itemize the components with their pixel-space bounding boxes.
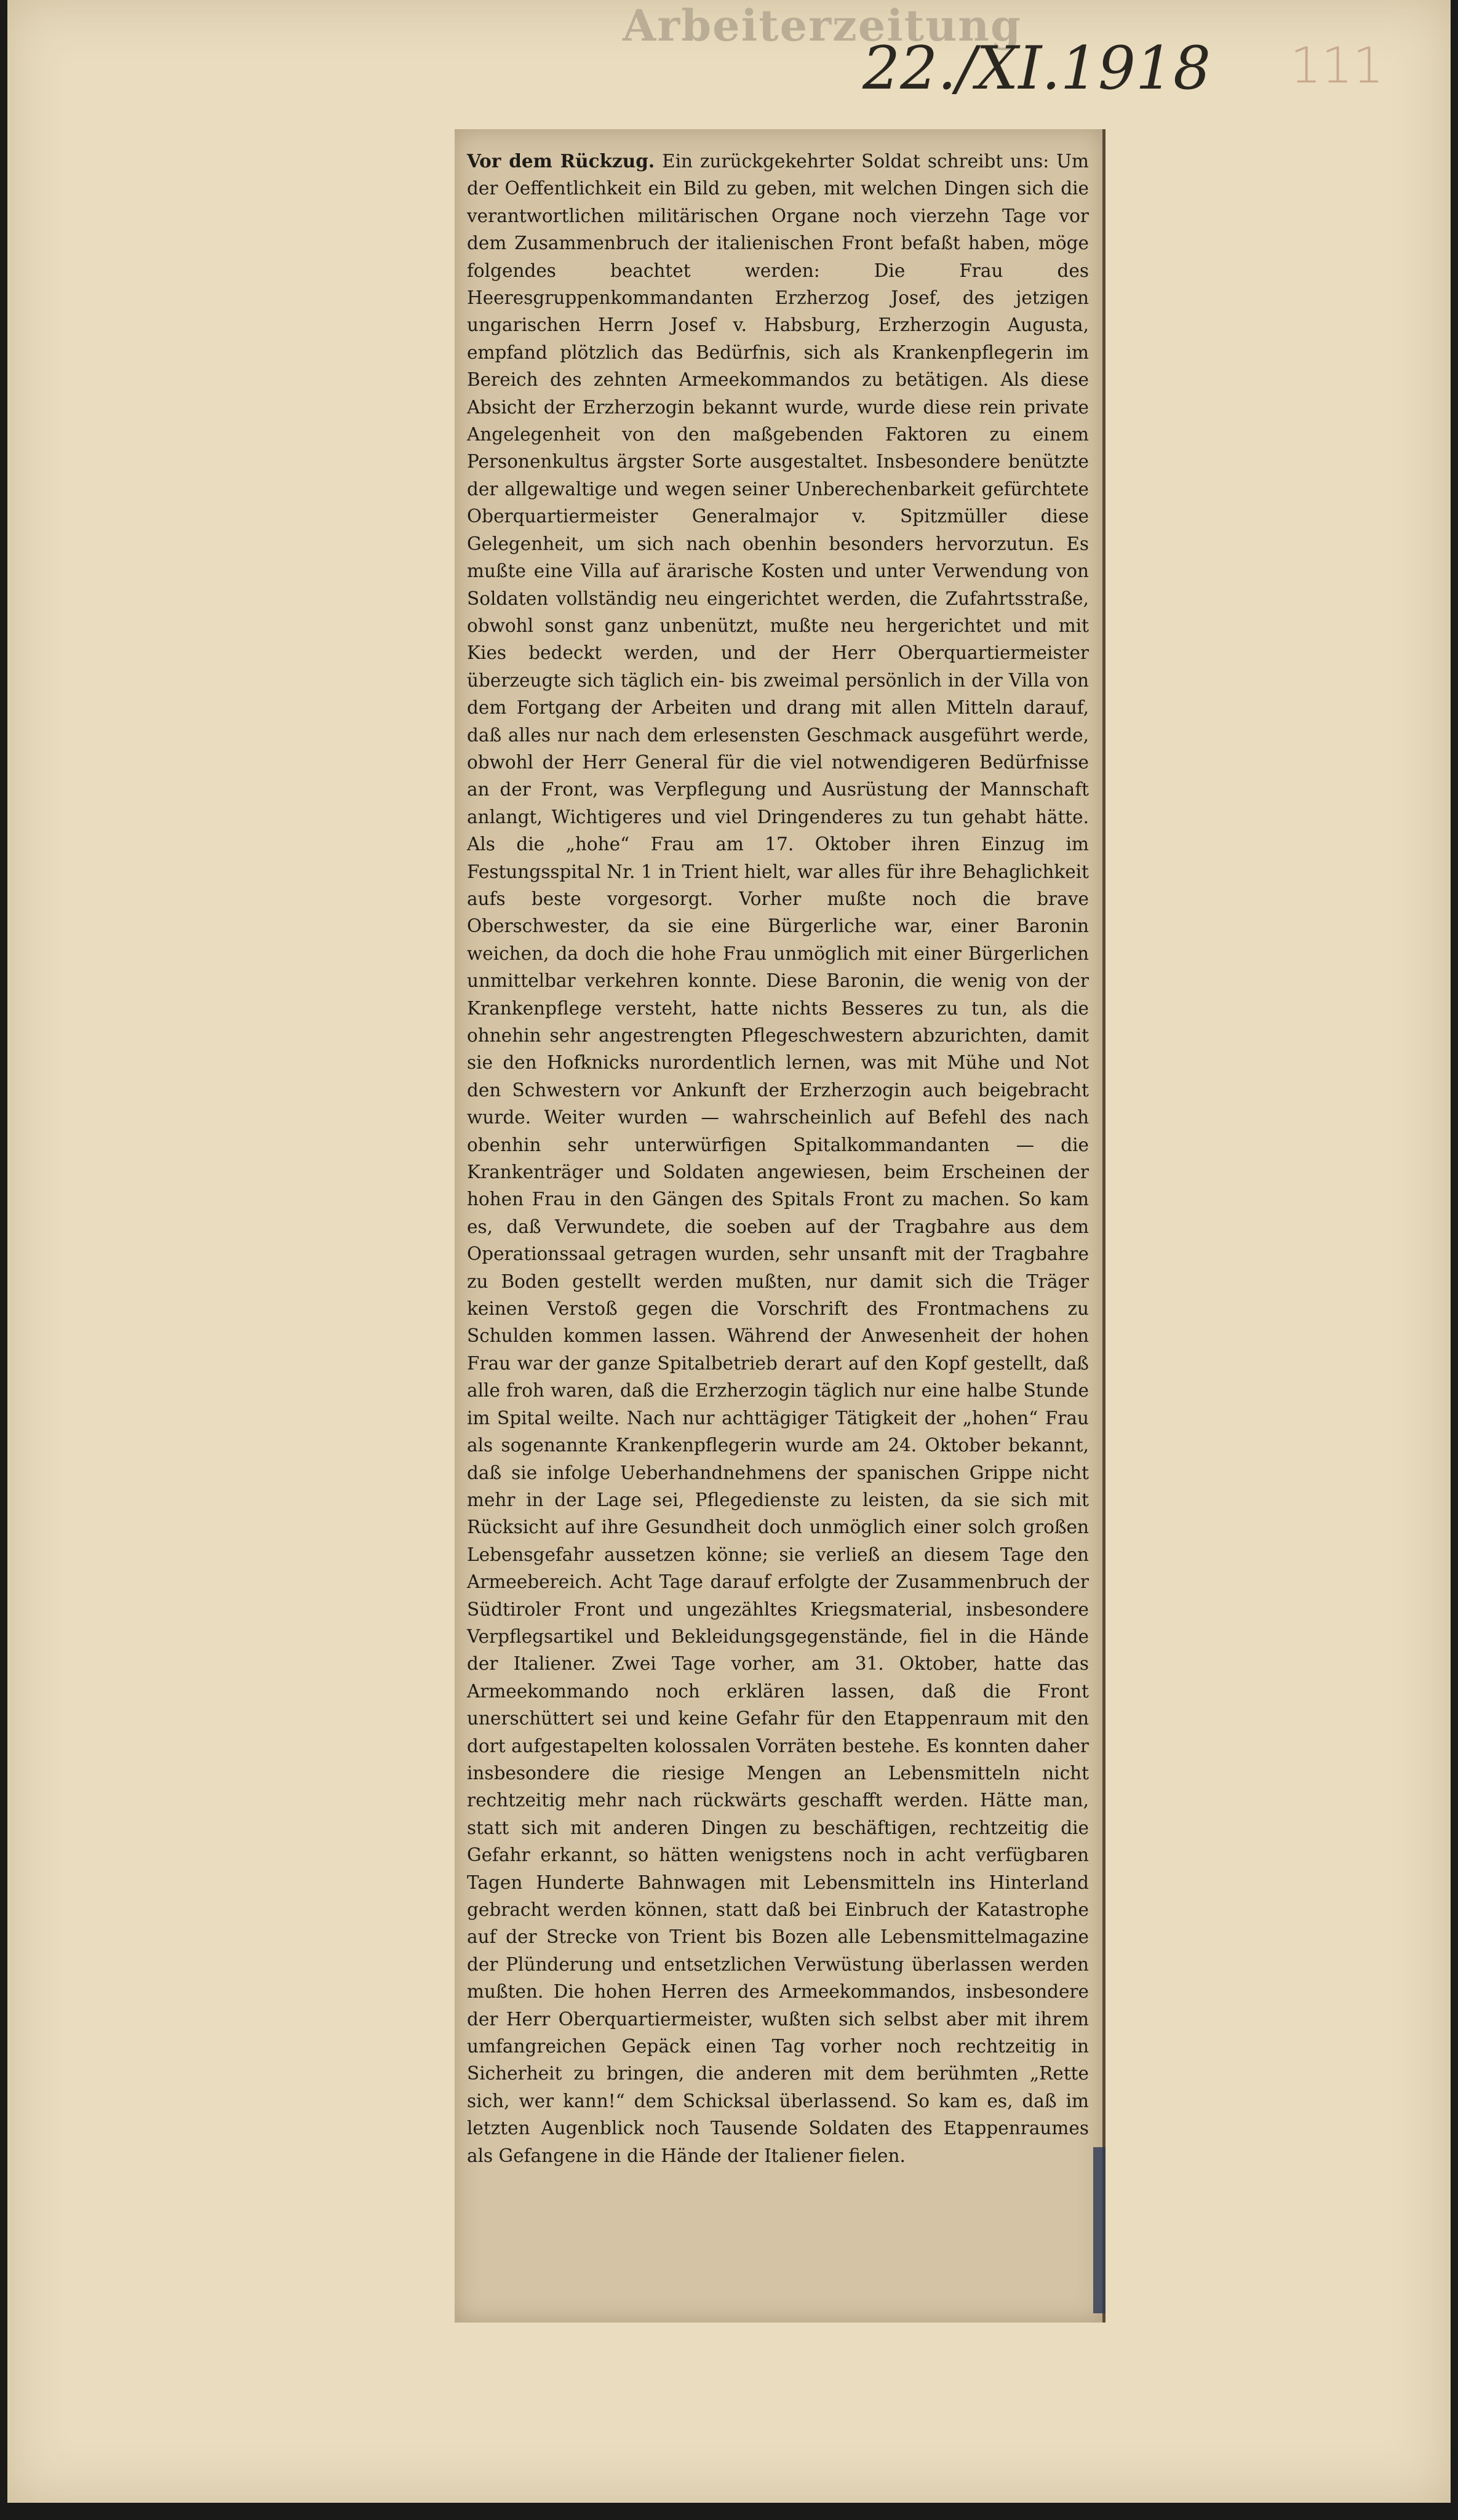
article-text <box>467 148 1089 2169</box>
ink-blot <box>1093 2147 1105 2313</box>
archive-sheet <box>7 0 1451 2503</box>
article-body: Ein zurückgekehrter Soldat schreibt uns: Um der Oeffentlichkeit ein Bild zu geben, mit welchen Dingen sich die verantwortlichen militärischen Organe noch vierzehn Tage vor dem Zusammenbruch der italienischen Front befaßt haben, möge folgendes beachtet werden: Die Frau des Heeresgruppenkommandanten Erzherzog Josef, des jetzigen ungarischen Herrn Josef v. Habsburg, Erzherzogin Augusta, empfand plötzlich das Bedürfnis, sich als Krankenpflegerin im Bereich des zehnten Armeekommandos zu betätigen. Als diese Absicht der Erzherzogin bekannt wurde, wurde diese rein private Angelegenheit von den maßgebenden Faktoren zu einem Personenkultus ärgster Sorte ausgestaltet. Insbesondere benützte der allgewaltige und wegen seiner Unberechenbarkeit gefürchtete Oberquartiermeister Generalmajor v. Spitzmüller diese Gelegenheit, um sich nach obenhin besonders hervorzutun. Es mußte eine Villa auf ärarische Kosten und unter Verwendung von Soldaten vollständig neu eingerichtet werden, die Zufahrtsstraße, obwohl sonst ganz unbenützt, mußte neu hergerichtet und mit Kies bedeckt werden, und der Herr Oberquartiermeister überzeugte sich täglich ein- bis zweimal persönlich in der Villa von dem Fortgang der Arbeiten und drang mit allen Mitteln darauf, daß alles nur nach dem erlesensten Geschmack ausgeführt werde, obwohl der Herr General für die viel notwendigeren Bedürfnisse an der Front, was Verpflegung und Ausrüstung der Mannschaft anlangt, Wichtigeres und viel Dringenderes zu tun gehabt hätte. Als die „hohe“ Frau am 17. Oktober ihren Einzug im Festungsspital Nr. 1 in Trient hielt, war alles für ihre Behaglichkeit aufs beste vorgesorgt. Vorher mußte noch die brave Oberschwester, da sie eine Bürgerliche war, einer Baronin weichen, da doch die hohe Frau unmöglich mit einer Bürgerlichen unmittelbar verkehren konnte. Diese Baronin, die wenig von der Krankenpflege versteht, hatte nichts Besseres zu tun, als die ohnehin sehr angestrengten Pflegeschwestern abzurichten, damit sie den Hofknicks nurordentlich lernen, was mit Mühe und Not den Schwestern vor Ankunft der Erzherzogin auch beigebracht wurde. Weiter wurden — wahrscheinlich auf Befehl des nach obenhin sehr unterwürfigen Spitalkommandanten — die Krankenträger und Soldaten angewiesen, beim Erscheinen der hohen Frau in den Gängen des Spitals Front zu machen. So kam es, daß Verwundete, die soeben auf der Tragbahre aus dem Operationssaal getragen wurden, sehr unsanft mit der Tragbahre zu Boden gestellt werden mußten, nur damit sich die Träger keinen Verstoß gegen die Vorschrift des Frontmachens zu Schulden kommen lassen. Während der Anwesenheit der hohen Frau war der ganze Spitalbetrieb derart auf den Kopf gestellt, daß alle froh waren, daß die Erzherzogin täglich nur eine halbe Stunde im Spital weilte. Nach nur achttägiger Tätigkeit der „hohen“ Frau als sogenannte Krankenpflegerin wurde am 24. Oktober bekannt, daß sie infolge Ueberhandnehmens der spanischen Grippe nicht mehr in der Lage sei, Pflegedienste zu leisten, da sie sich mit Rücksicht auf ihre Gesundheit doch unmöglich einer solch großen Lebensgefahr aussetzen könne; sie verließ an diesem Tage den Armeebereich. Acht Tage darauf erfolgte der Zusammenbruch der Südtiroler Front und ungezähltes Kriegsmaterial, insbesondere Verpflegsartikel und Bekleidungsgegenstände, fiel in die Hände der Italiener. Zwei Tage vorher, am 31. Oktober, hatte das Armeekommando noch erklären lassen, daß die Front unerschüttert sei und keine Gefahr für den Etappenraum mit den dort aufgestapelten kolossalen Vorräten bestehe. Es konnten daher insbesondere die riesige Mengen an Lebensmitteln nicht rechtzeitig mehr nach rückwärts geschafft werden. Hätte man, statt sich mit anderen Dingen zu beschäftigen, rechtzeitig die Gefahr erkannt, so hätten wenigstens noch in acht verfügbaren Tagen Hunderte Bahnwagen mit Lebensmitteln ins Hinterland gebracht werden können, statt daß bei Einbruch der Katastrophe auf der Strecke von Trient bis Bozen alle Lebensmittelmagazine der Plünderung und entsetzlichen Verwüstung überlassen werden mußten. Die hohen Herren des Armeekommandos, insbesondere der Herr Oberquartiermeister, wußten sich selbst aber mit ihrem umfangreichen Gepäck einen Tag vorher noch rechtzeitig in Sicherheit zu bringen, die anderen mit dem berühmten „Rette sich, wer kann!“ dem Schicksal überlassend. So kam es, daß im letzten Augenblick noch Tausende Soldaten des Etappenraumes als Gefangene in die Hände der Italiener fielen. <box>467 151 1089 2166</box>
article-headline: Vor dem Rückzug. <box>467 150 655 172</box>
newspaper-stamp: Arbeiterzeitung <box>623 0 1022 51</box>
handwritten-date: 22./XI.1918 <box>862 34 1211 103</box>
newspaper-clipping <box>455 129 1105 2323</box>
folio-number: 111 <box>1290 37 1384 94</box>
